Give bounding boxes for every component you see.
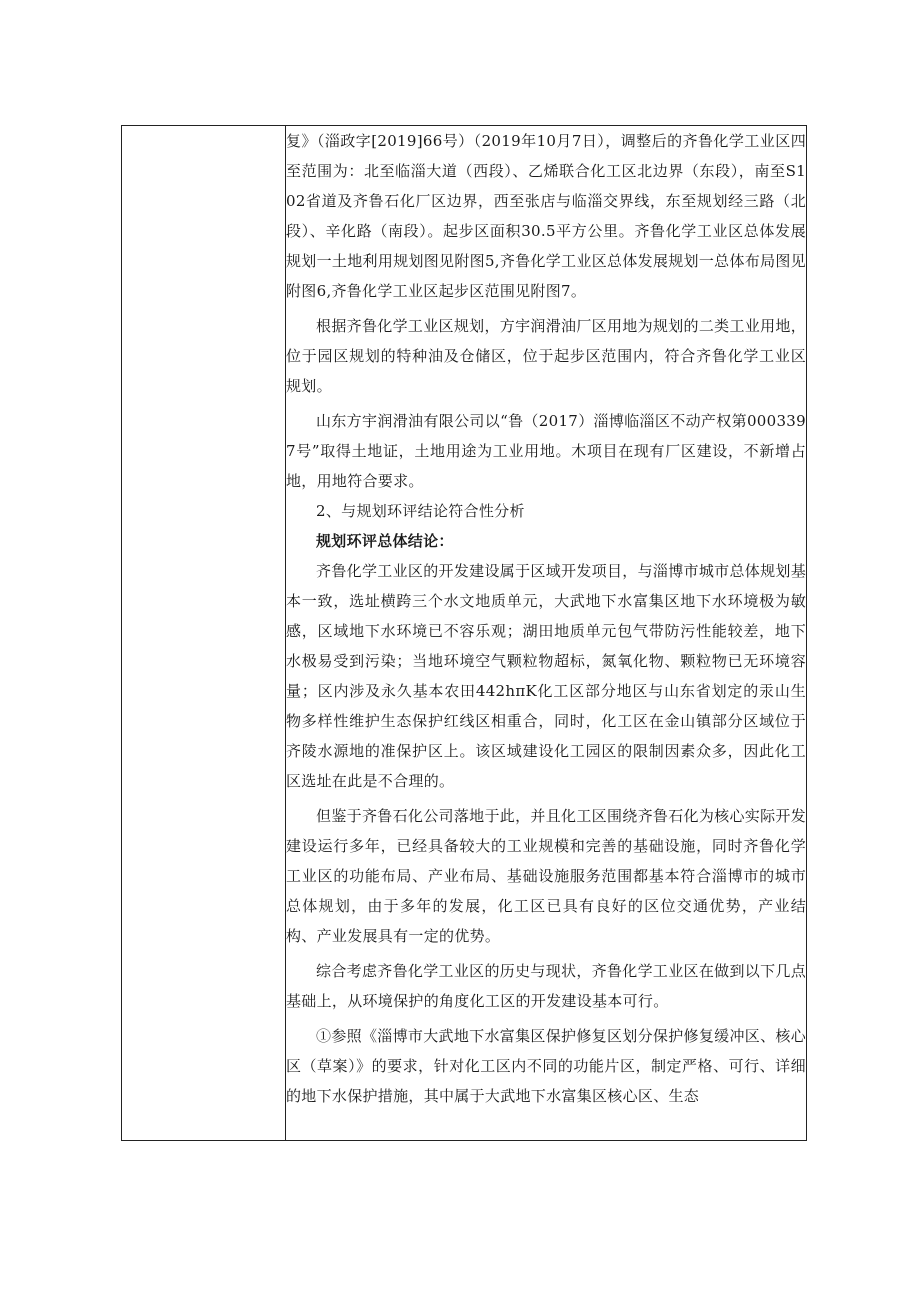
section-heading-planning-eia: 2、与规划环评结论符合性分析 [316,502,525,520]
paragraph-site-limitations: 齐鲁化学工业区的开发建设属于区域开发项目，与淄博市城市总体规划基本一致，选址横跨三个水文地质单元，大武地下水富集区地下水环境极为敏感，区域地下水环境已不容乐观；湖田地质单元包气带防污性能较差，地下水极易受到污染；当地环境空气颗粒物超标，氮氧化物、颗粒物已无环境容量；区内涉及永久基本农田442hπK化工区部分地区与山东省划定的汞山生物多样性维护生态保护红线区相重合，同时，化工区在金山镇部分区域位于齐陵水源地的准保护区上。该区域建设化工园区的限制因素众多，因此化工区选址在此是不合理的。 [286,562,806,790]
empty-label-cell [122,126,286,1141]
paragraph-district-scope: 复》（淄政字[2019]66号）（2019年10月7日），调整后的齐鲁化学工业区四至范围为：北至临淄大道（西段）、乙烯联合化工区北边界（东段），南至S102省道及齐鲁石化厂区边界，西至张店与临淄交界线，东至规划经三路（北段）、辛化路（南段）。起步区面积30.5平方公里。齐鲁化学工业区总体发展规划一土地利用规划图见附图5,齐鲁化学工业区总体发展规划一总体布局图见附图6,齐鲁化学工业区起步区范围见附图7。 [286,132,806,300]
document-table [121,125,807,1141]
content-cell [286,126,807,1141]
paragraph-land-certificate: 山东方宇润滑油有限公司以“鲁（2017）淄博临淄区不动产权第0003397号”取得土地证，土地用途为工业用地。木项目在现有厂区建设，不新增占地，用地符合要求。 [286,412,806,490]
paragraph-feasibility: 综合考虑齐鲁化学工业区的历史与现状，齐鲁化学工业区在做到以下几点基础上，从环境保护的角度化工区的开发建设基本可行。 [286,962,806,1010]
paragraph-groundwater-measures: ①参照《淄博市大武地下水富集区保护修复区划分保护修复缓冲区、核心区（草案）》的要求，针对化工区内不同的功能片区，制定严格、可行、详细的地下水保护措施，其中属于大武地下水富集区核心区、生态 [286,1027,806,1105]
paragraph-industrial-development: 但鉴于齐鲁石化公司落地于此，并且化工区围绕齐鲁石化为核心实际开发建设运行多年，已经具备较大的工业规模和完善的基础设施，同时齐鲁化学工业区的功能布局、产业布局、基础设施服务范围都基本符合淄博市的城市总体规划，由于多年的发展，化工区已具有良好的区位交通优势，产业结构、产业发展具有一定的优势。 [286,807,806,945]
subheading-eia-conclusion: 规划环评总体结论： [316,532,454,550]
table-row [122,126,807,1141]
paragraph-land-use-planning: 根据齐鲁化学工业区规划，方宇润滑油厂区用地为规划的二类工业用地，位于园区规划的特种油及仓储区，位于起步区范围内，符合齐鲁化学工业区规划。 [286,317,806,395]
